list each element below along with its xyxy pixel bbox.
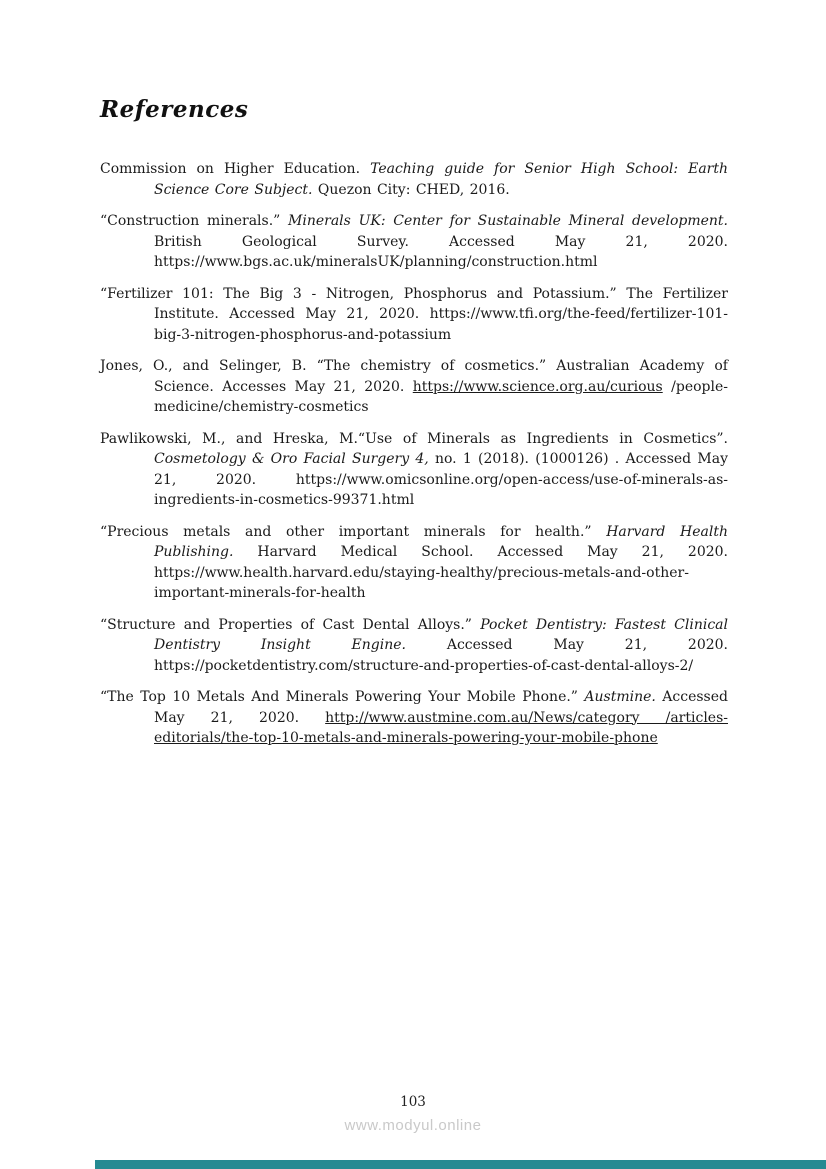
reference-text: “Construction minerals.” [100,213,289,229]
reference-text: “Fertilizer 101: The Big 3 - Nitrogen, Phosphorus and Potassium.” The Fertilizer Institute. Accessed May 21, 2020. https://www.tfi.org/the-feed/fertilizer-101-big-3-nitrogen-phosphorus-and-potassium [100,285,728,343]
reference-link[interactable]: https://www.science.org.au/curious [412,378,663,395]
reference-text: Accessed May 21, 2020. [154,689,728,726]
reference-entry [100,615,728,677]
reference-entry [100,522,728,604]
reference-text: British Geological Survey. Accessed May 21, 2020. https://www.bgs.ac.uk/mineralsUK/planning/construction.html [154,233,728,270]
reference-text: Harvard Health Publishing. [154,523,728,560]
reference-entry [100,687,728,749]
reference-entry [100,159,728,200]
page-title: References [100,96,249,123]
reference-text: “Structure and Properties of Cast Dental Alloys.” [100,616,481,633]
reference-text: Cosmetology & Oro Facial Surgery 4, [154,451,429,467]
references-list [100,159,728,749]
reference-text: Jones, O., and Selinger, B. “The chemistry of cosmetics.” Australian Academy of Science. Accesses May 21, 2020. [100,358,728,395]
page-number: 103 [400,1094,426,1110]
reference-entry [100,284,728,346]
reference-text: “Precious metals and other important minerals for health.” [100,523,607,540]
reference-entry [100,211,728,273]
reference-text: Harvard Medical School. Accessed May 21, 2020. https://www.health.harvard.edu/staying-healthy/precious-metals-and-other-important-minerals-for-health [154,544,728,601]
reference-text: Pocket Dentistry: Fastest Clinical Dentistry Insight Engine. [154,616,728,653]
reference-link[interactable]: http://www.austmine.com.au/News/category /articles-editorials/the-top-10-metals-and-minerals-powering-your-mobile-phone [154,709,728,746]
reference-text: /people-medicine/chemistry-cosmetics [154,378,728,415]
reference-text: Minerals UK: Center for Sustainable Mineral development. [288,213,728,229]
reference-text: no. 1 (2018). (1000126) . Accessed May 21, 2020. https://www.omicsonline.org/open-access/use-of-minerals-as-ingredients-in-cosmetics-99371.html [154,451,728,508]
reference-text: Pawlikowski, M., and Hreska, M.“Use of Minerals as Ingredients in Cosmetics”. [100,430,728,447]
reference-text: Commission on Higher Education. [100,161,371,177]
page-content [100,96,728,760]
reference-text: “The Top 10 Metals And Minerals Powering Your Mobile Phone.” [100,689,585,705]
footer-accent-bar [95,1160,826,1169]
reference-text: Quezon City: CHED, 2016. [312,181,510,198]
reference-text: Austmine. [584,689,656,705]
reference-text: Accessed May 21, 2020. https://pocketdentistry.com/structure-and-properties-of-cast-dental-alloys-2/ [154,637,728,674]
watermark-text: www.modyul.online [344,1117,482,1134]
reference-entry [100,356,728,418]
reference-text: Teaching guide for Senior High School: Earth Science Core Subject. [154,161,729,198]
reference-entry [100,429,728,511]
